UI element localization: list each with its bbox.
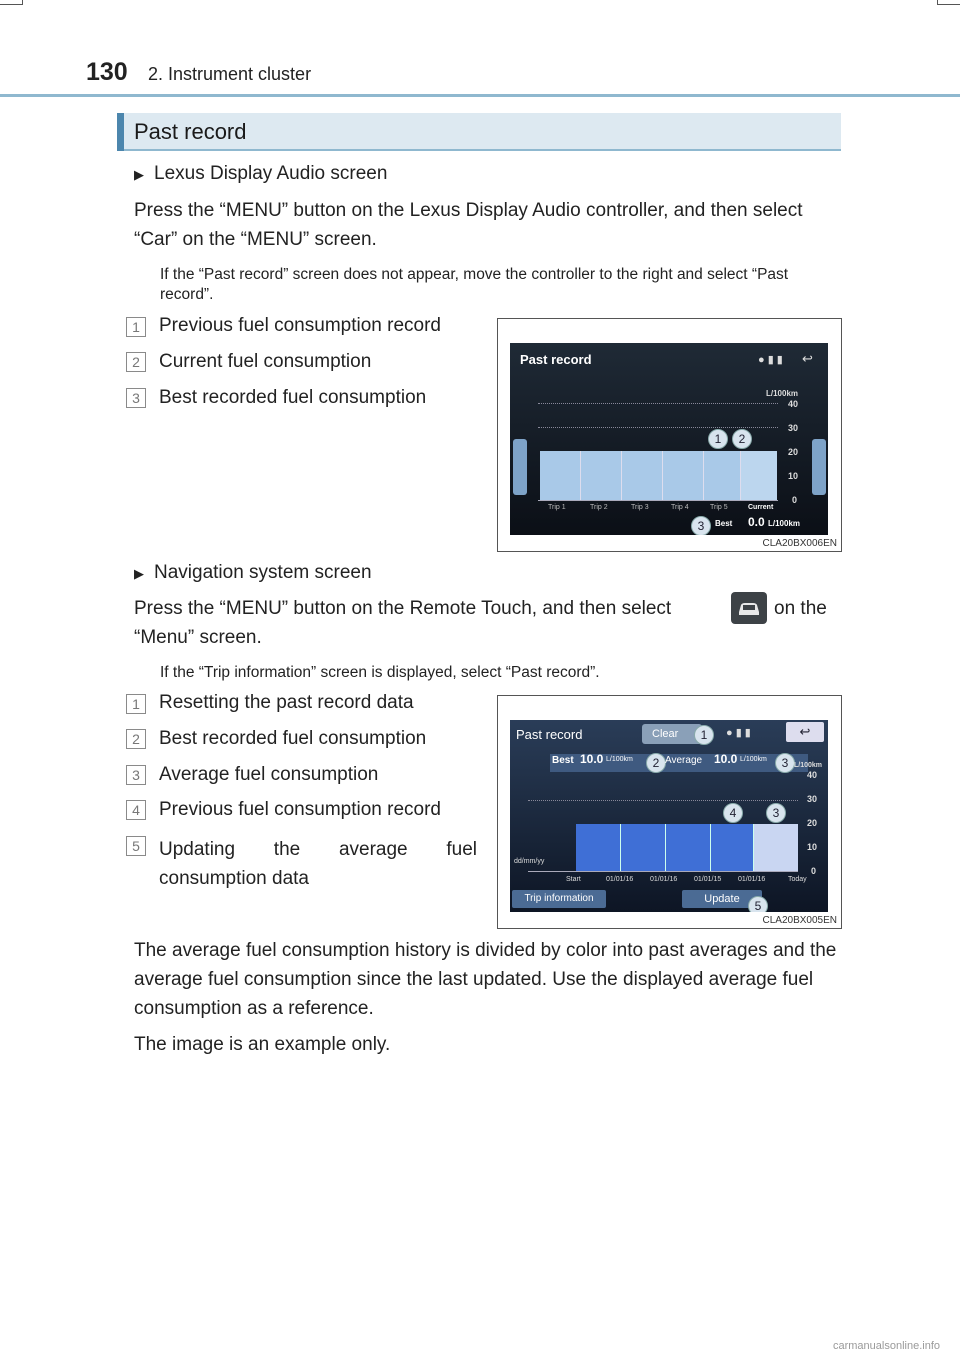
callout-1-icon: 1 [708,429,728,449]
bar-trip-4 [663,451,704,500]
x-label: Trip 1 [548,504,566,511]
x-label: Trip 4 [671,504,689,511]
x-label: 01/01/16 [650,876,678,883]
x-label: 01/01/15 [694,876,722,883]
legend-item: Best recorded fuel consumption [159,728,427,749]
grid-line [528,800,798,801]
nav-instruction-after: on the “Menu” screen. [134,598,827,648]
legend-item: Current fuel consumption [159,351,372,372]
x-label: Start [566,876,581,883]
legend-item: Previous fuel consumption record [159,315,441,336]
x-label-current: Current [748,504,774,511]
scroll-left-handle[interactable] [513,439,527,495]
y-tick: 30 [788,423,799,433]
bar-period [666,824,711,871]
triangle-bullet-icon: ▶ [134,167,144,182]
y-tick: 0 [792,495,798,505]
crop-mark-top-right [937,0,960,5]
bar-period [711,824,754,871]
image-caption: CLA20BX005EN [762,915,837,926]
header-rule [0,94,960,97]
x-label: Trip 2 [590,504,608,511]
y-tick: 0 [811,866,817,876]
bar-trip-2 [581,451,622,500]
status-icons: ● ▮ ▮ [758,354,783,366]
subheading-lexus [134,163,387,185]
x-label: Today [788,876,807,883]
callout-number: 2 [126,352,146,372]
watermark: carmanualsonline.info [832,1340,940,1352]
subheading-lexus-text: Lexus Display Audio screen [154,163,388,184]
back-button[interactable]: ↩ [786,722,824,742]
clear-button[interactable]: Clear [642,724,702,744]
nav-note: If the “Trip information” screen is displayed, select “Past record”. [160,664,600,681]
callout-2-icon: 2 [646,753,666,773]
image-caption: CLA20BX006EN [762,538,837,549]
bar-trip-1 [540,451,581,500]
callout-number: 1 [126,694,146,714]
callout-1-icon: 1 [694,725,714,745]
nav-instruction-before: Press the “MENU” button on the Remote Touch, and then select [134,598,672,619]
chapter-title: 2. Instrument cluster [148,64,312,84]
screenshot-lexus-audio [497,318,842,552]
average-unit: L/100km [740,756,767,763]
callout-3-icon: 3 [766,803,786,823]
footer-paragraph: The average fuel consumption history is divided by color into past averages and the average fuel consumption since the last updated. Use the displayed average fuel consumption as a reference. [134,940,837,1019]
callout-number: 3 [126,388,146,408]
screen-title: Past record [516,727,583,742]
y-tick: 10 [788,471,799,481]
crop-mark-top-left [0,0,23,5]
screen-title: Past record [520,352,592,367]
bar-trip-5 [704,451,741,500]
callout-number: 2 [126,729,146,749]
bar-today [754,824,798,871]
status-icons: ● ▮ ▮ [726,727,751,739]
grid-line [538,403,778,404]
y-tick: 20 [788,447,799,457]
date-format-label: dd/mm/yy [514,858,545,865]
bar-trip-3 [622,451,663,500]
y-tick: 40 [788,399,799,409]
back-arrow-icon[interactable]: ↩ [802,351,813,366]
screenshot-navigation [497,695,842,929]
best-label: Best [552,755,574,766]
best-value: 10.0 [580,752,604,766]
callout-3-icon: 3 [691,516,711,535]
bar-current [741,451,777,500]
update-button[interactable]: Update [682,890,762,908]
x-label: 01/01/16 [738,876,766,883]
best-value: 0.0 [748,515,765,529]
callout-2-icon: 2 [732,429,752,449]
x-label: Trip 3 [631,504,649,511]
subheading-nav-text: Navigation system screen [154,562,372,583]
bar-period [621,824,666,871]
section-accent-bar [117,113,124,151]
display-screen [510,720,828,912]
average-label: Average [665,755,703,766]
callout-5-icon: 5 [748,896,768,912]
callout-4-icon: 4 [723,803,743,823]
callout-number: 4 [126,800,146,820]
y-tick: 40 [807,770,818,780]
scroll-right-handle[interactable] [812,439,826,495]
callout-number: 1 [126,317,146,337]
y-tick: 20 [807,818,818,828]
baseline [528,871,798,872]
footer-example-note: The image is an example only. [134,1034,391,1055]
x-label: 01/01/16 [606,876,634,883]
grid-line [538,427,778,428]
y-tick: 10 [807,842,818,852]
triangle-bullet-icon: ▶ [134,566,144,581]
unit-label: L/100km [794,762,823,769]
x-label: Trip 5 [710,504,728,511]
best-unit: L/100km [768,519,801,528]
callout-number: 5 [126,836,146,856]
y-tick: 30 [807,794,818,804]
legend-item: Resetting the past record data [159,692,414,713]
bar-period [576,824,621,871]
average-value: 10.0 [714,752,738,766]
trip-information-button[interactable]: Trip information [512,890,606,908]
unit-label: L/100km [766,389,799,398]
callout-number: 3 [126,765,146,785]
section-title: Past record [134,119,247,144]
display-screen [510,343,828,535]
legend-item: Updating the average fuel consumption data [159,839,477,889]
baseline [538,500,778,501]
best-label: Best [715,519,733,528]
page-number: 130 [86,58,128,86]
lexus-note: If the “Past record” screen does not appear, move the controller to the right and select “Past record”. [160,266,789,303]
subheading-nav [134,562,372,584]
lexus-instruction: Press the “MENU” button on the Lexus Display Audio controller, and then select “Car” on the “MENU” screen. [134,200,803,250]
section-heading [117,113,841,151]
legend-item: Previous fuel consumption record [159,799,441,820]
legend-item: Average fuel consumption [159,764,379,785]
legend-item: Best recorded fuel consumption [159,387,427,408]
callout-3-icon: 3 [775,753,795,773]
best-unit: L/100km [606,756,633,763]
